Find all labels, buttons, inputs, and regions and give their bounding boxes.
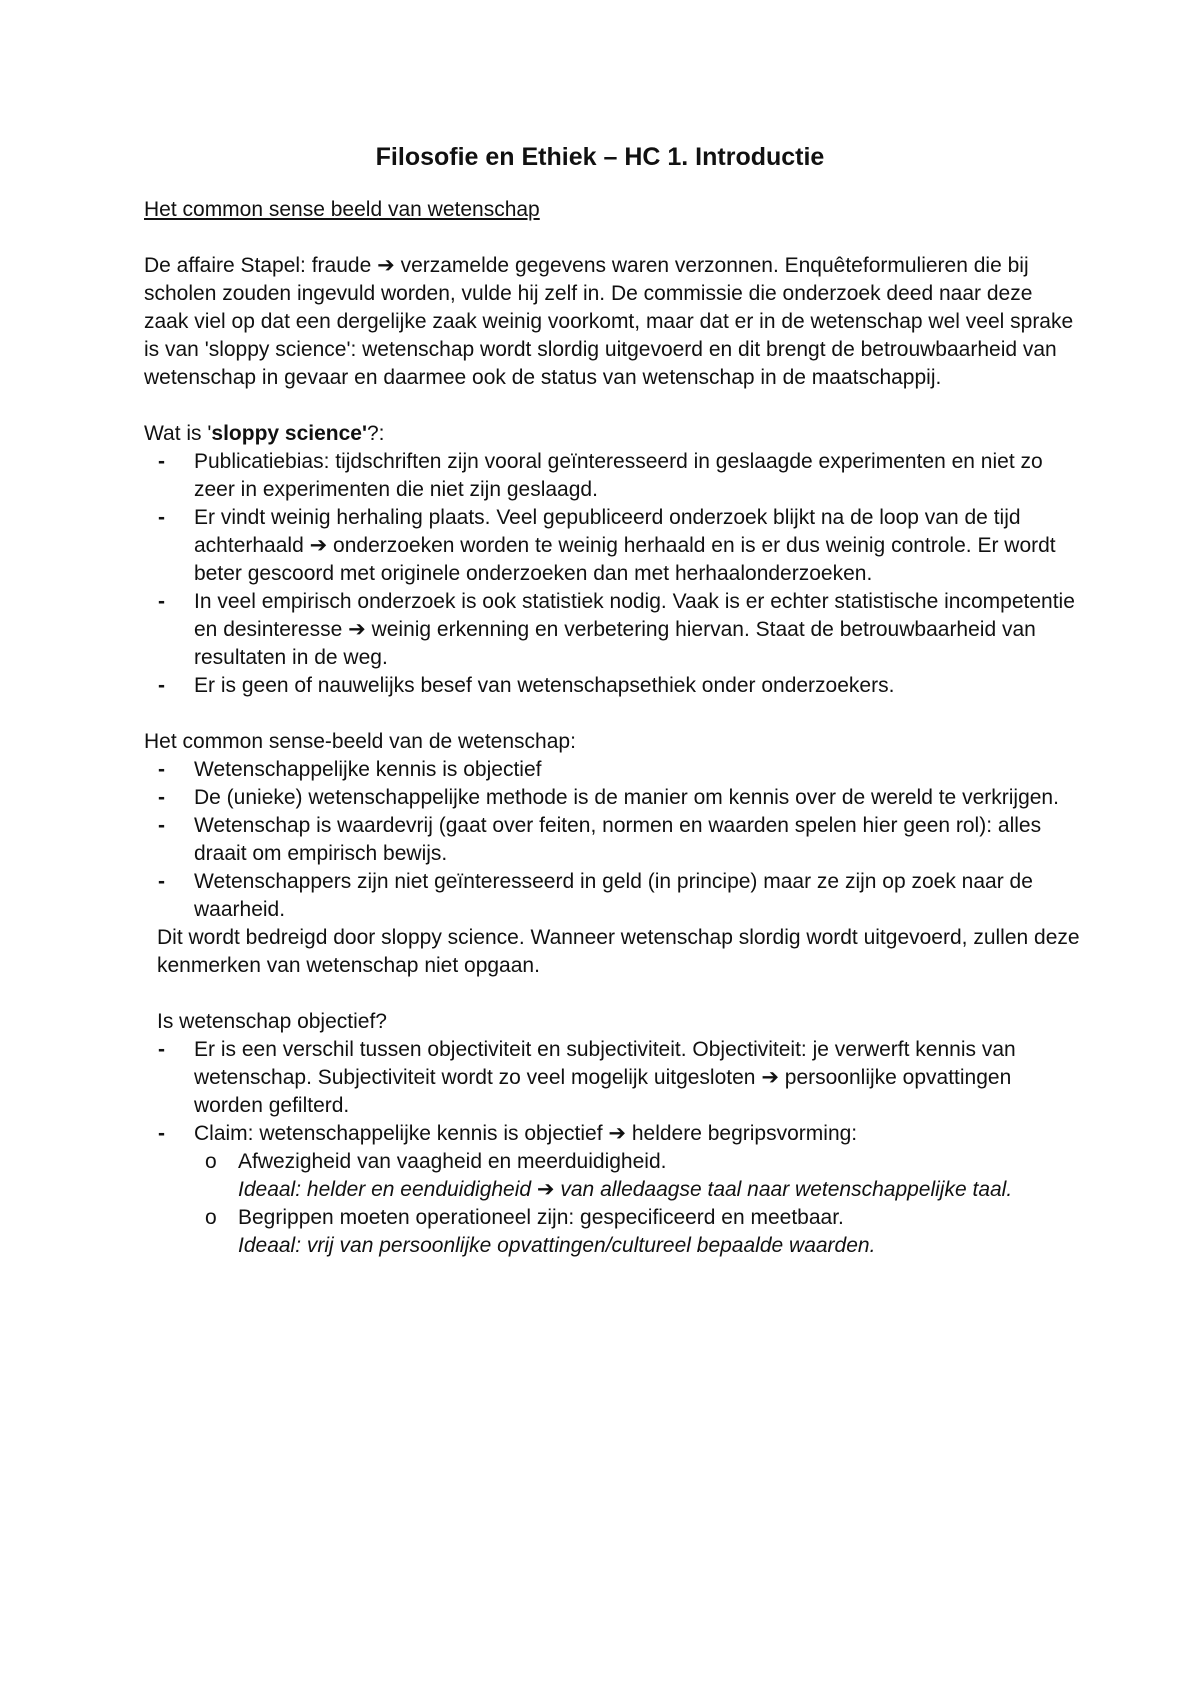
sloppy-intro-pre: Wat is ' [144, 422, 212, 445]
sub-item-text: Afwezigheid van vaagheid en meerduidigheid. [238, 1150, 667, 1173]
arrow-icon: ➔ [309, 534, 328, 557]
list-item-text: weinig erkenning en verbetering hiervan. Staat de betrouwbaarheid van resultaten in de weg. [194, 618, 1036, 669]
objectief-sublist [144, 1148, 1080, 1260]
dash-bullet: - [158, 674, 165, 697]
list-item-text: heldere begripsvorming: [631, 1122, 858, 1145]
arrow-icon: ➔ [536, 1178, 555, 1201]
list-item-text: Wetenschappelijke kennis is objectief [194, 758, 542, 781]
arrow-icon: ➔ [348, 618, 366, 641]
list-item [144, 672, 1080, 700]
sloppy-intro [144, 420, 1080, 448]
list-item-text: Publicatiebias: tijdschriften zijn vooral geïnteresseerd in geslaagde experimenten en niet zo zeer in experimenten die niet zijn geslaagd. [194, 450, 1043, 501]
sloppy-list [144, 448, 1080, 700]
list-item [144, 448, 1080, 504]
sub-list-item [144, 1148, 1080, 1204]
arrow-icon: ➔ [377, 254, 395, 277]
list-item [144, 784, 1080, 812]
list-item [144, 812, 1080, 868]
dash-bullet: - [158, 506, 165, 529]
circle-bullet: o [205, 1150, 217, 1173]
ideal-text: Ideaal: helder en eenduidigheid [238, 1178, 532, 1201]
list-item-text: In veel empirisch onderzoek is ook statistiek nodig. Vaak is er echter statistische incompetentie en desinteresse [194, 590, 1075, 641]
commonsense-outro: Dit wordt bedreigd door sloppy science. Wanneer wetenschap slordig wordt uitgevoerd, zullen deze kenmerken van wetenschap niet opgaan. [157, 926, 1080, 977]
arrow-icon: ➔ [761, 1066, 779, 1089]
list-item-text: Er vindt weinig herhaling plaats. Veel gepubliceerd onderzoek blijkt na de loop van de tijd achterhaald [194, 506, 1021, 557]
ideal-note [238, 1176, 1080, 1204]
dash-bullet: - [158, 590, 165, 613]
list-item-text: onderzoeken worden te weinig herhaald en is er dus weinig controle. Er wordt beter gescoord met originele onderzoeken dan met herhaalonderzoeken. [194, 534, 1056, 585]
stapel-text-2: verzamelde gegevens waren verzonnen. Enquêteformulieren die bij scholen zouden ingevuld worden, vulde hij zelf in. De commissie die onderzoek deed naar deze zaak viel op dat een dergelijke zaak weinig voorkomt, maar dat er in de wetenschap wel veel sprake is van 'sloppy science': wetenschap wordt slordig uitgevoerd en dit brengt de betrouwbaarheid van wetenschap in gevaar en daarmee ook de status van wetenschap in de maatschappij. [144, 254, 1074, 389]
list-item-text: Er is een verschil tussen objectiviteit en subjectiviteit. Objectiviteit: je verwerft kennis van wetenschap. Subjectiviteit wordt zo veel mogelijk uitgesloten [194, 1038, 1016, 1089]
sloppy-intro-bold: sloppy science' [211, 422, 367, 445]
dash-bullet: - [158, 814, 165, 837]
dash-bullet: - [158, 786, 165, 809]
objectief-list [144, 1036, 1080, 1148]
list-item-text: Claim: wetenschappelijke kennis is objectief [194, 1122, 603, 1145]
arrow-icon: ➔ [608, 1122, 626, 1145]
list-item [144, 756, 1080, 784]
list-item [144, 1120, 1080, 1148]
dash-bullet: - [158, 870, 165, 893]
list-item-text: Wetenschap is waardevrij (gaat over feiten, normen en waarden spelen hier geen rol): alles draait om empirisch bewijs. [194, 814, 1042, 865]
stapel-paragraph [144, 252, 1080, 392]
sloppy-intro-post: ?: [366, 422, 385, 445]
list-item [144, 868, 1080, 924]
list-item [144, 504, 1080, 588]
list-item-text: persoonlijke opvattingen worden gefilterd. [194, 1066, 1012, 1117]
sub-item-text: Begrippen moeten operationeel zijn: gespecificeerd en meetbaar. [238, 1206, 844, 1229]
dash-bullet: - [158, 758, 165, 781]
dash-bullet: - [158, 1122, 165, 1145]
sub-list-item [144, 1204, 1080, 1260]
dash-bullet: - [158, 450, 165, 473]
list-item-text: Wetenschappers zijn niet geïnteresseerd in geld (in principe) maar ze zijn op zoek naar de waarheid. [194, 870, 1033, 921]
list-item-text: Er is geen of nauwelijks besef van wetenschapsethiek onder onderzoekers. [194, 674, 895, 697]
list-item [144, 588, 1080, 672]
stapel-text-1: De affaire Stapel: fraude [144, 254, 372, 277]
ideal-text: van alledaagse taal naar wetenschappelijke taal. [560, 1178, 1013, 1201]
list-item [144, 1036, 1080, 1120]
circle-bullet: o [205, 1206, 217, 1229]
dash-bullet: - [158, 1038, 165, 1061]
section-heading: Het common sense beeld van wetenschap [144, 198, 540, 221]
page-title: Filosofie en Ethiek – HC 1. Introductie [375, 143, 825, 171]
commonsense-list [144, 756, 1080, 924]
commonsense-intro: Het common sense-beeld van de wetenschap: [144, 730, 576, 753]
list-item-text: De (unieke) wetenschappelijke methode is de manier om kennis over de wereld te verkrijgen. [194, 786, 1059, 809]
objectief-intro: Is wetenschap objectief? [157, 1010, 387, 1033]
ideal-note: Ideaal: vrij van persoonlijke opvattingen/cultureel bepaalde waarden. [238, 1234, 876, 1257]
